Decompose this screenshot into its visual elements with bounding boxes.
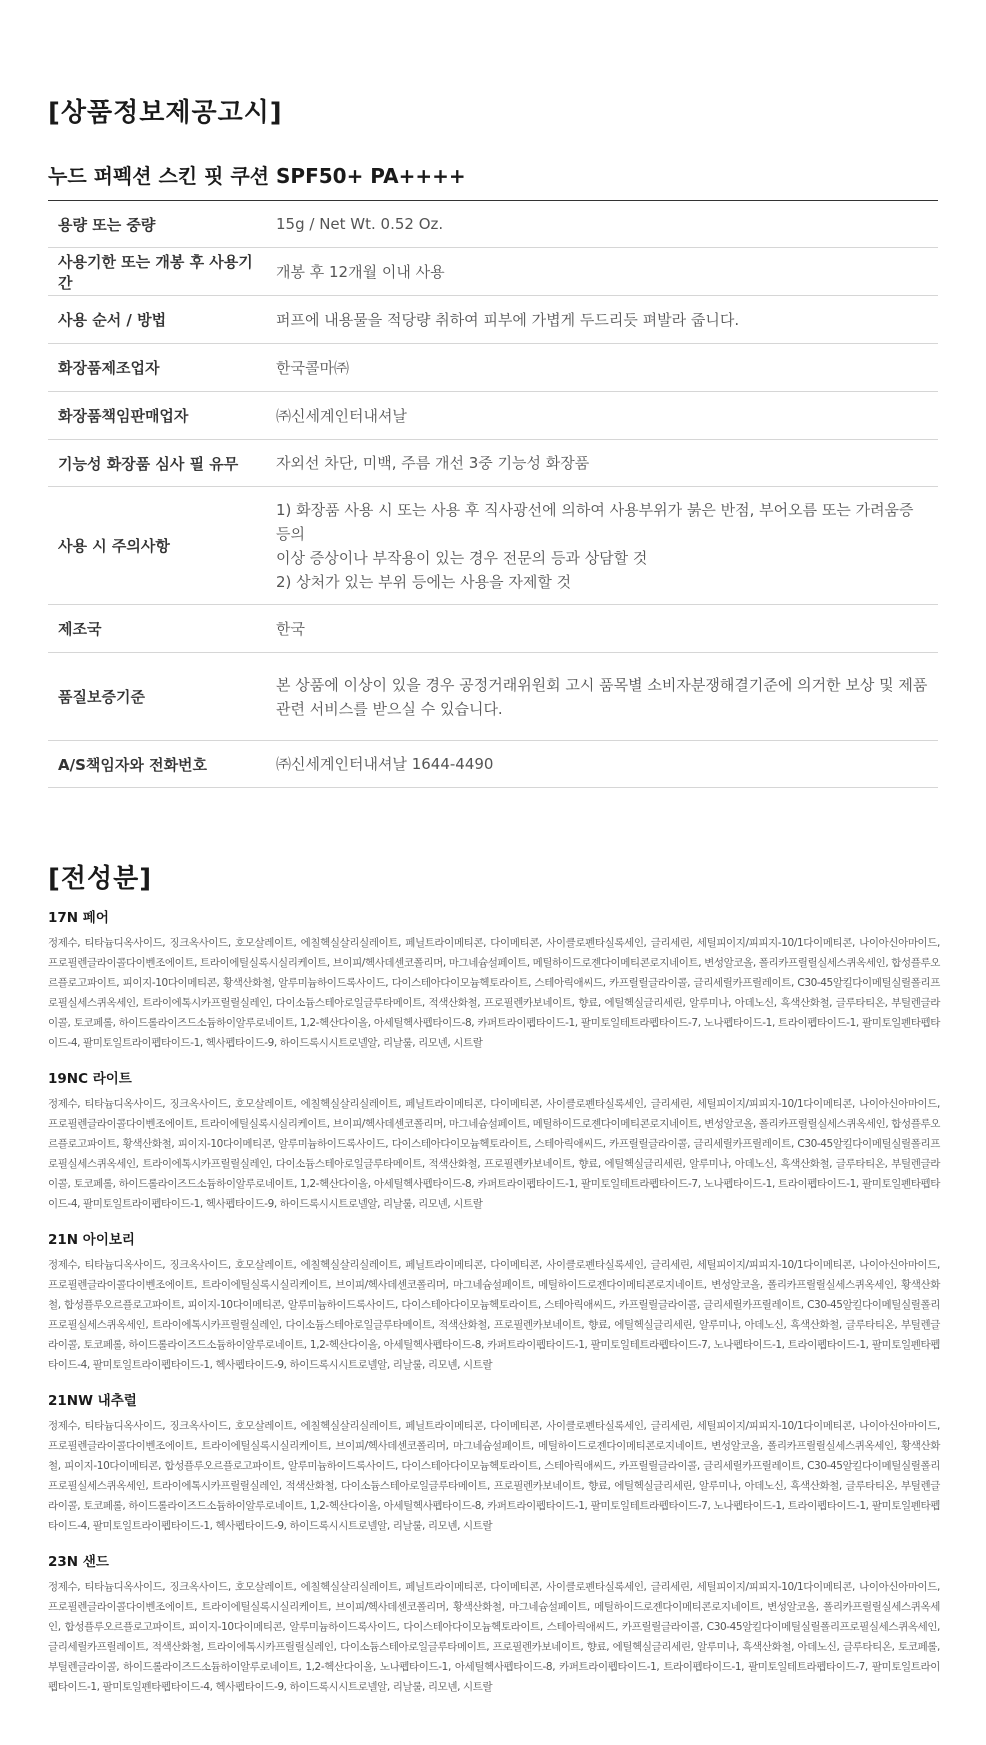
table-row — [48, 296, 938, 344]
table-row — [48, 487, 938, 605]
row-label: 사용기한 또는 개봉 후 사용기간 — [48, 248, 268, 296]
ingredients-list — [48, 908, 940, 1713]
row-value: 한국콜마㈜ — [268, 344, 938, 392]
shade-block — [48, 1230, 940, 1375]
table-row — [48, 440, 938, 487]
table-row — [48, 248, 938, 296]
row-value: 1) 화장품 사용 시 또는 사용 후 직사광선에 의하여 사용부위가 붉은 반점, 부어오름 또는 가려움증 등의 이상 증상이나 부작용이 있는 경우 전문의 등과 상담할 것 2) 상처가 있는 부위 등에는 사용을 자제할 것 — [268, 487, 938, 605]
row-label: A/S책임자와 전화번호 — [48, 741, 268, 788]
row-value: 개봉 후 12개월 이내 사용 — [268, 248, 938, 296]
shade-block — [48, 1069, 940, 1214]
product-name: 누드 퍼펙션 스킨 핏 쿠션 SPF50+ PA++++ — [48, 164, 466, 188]
product-info-table — [48, 200, 938, 788]
row-label: 제조국 — [48, 605, 268, 653]
row-label: 품질보증기준 — [48, 653, 268, 741]
shade-block — [48, 1391, 940, 1536]
shade-name: 19NC 라이트 — [48, 1071, 132, 1087]
table-row — [48, 344, 938, 392]
row-value: ㈜신세계인터내셔날 — [268, 392, 938, 440]
table-row — [48, 653, 938, 741]
ingredients-title: [전성분] — [48, 864, 153, 894]
row-label: 용량 또는 중량 — [48, 201, 268, 248]
table-row — [48, 392, 938, 440]
row-label: 화장품책임판매업자 — [48, 392, 268, 440]
table-row — [48, 741, 938, 788]
row-label: 기능성 화장품 심사 필 유무 — [48, 440, 268, 487]
row-label: 사용 시 주의사항 — [48, 487, 268, 605]
shade-ingredients: 정제수, 티타늄디옥사이드, 징크옥사이드, 호모살레이트, 에칠헥실살리실레이트, 페닐트라이메티콘, 다이메티콘, 사이클로펜타실록세인, 글리세린, 세틸피이지/피피지-10/1다이메티콘, 나이아신아마이드, 프로필렌글라이콜다이벤조에이트, 트라이에틸실록시실리케이트, 브이피/헥사데센코폴리머, 마그네슘설페이트, 메틸하이드로젠다이메티콘로지네이트, 변성알코올, 폴리카프릴릴실세스퀴옥세인, 황색산화철, 합성플루오르플로고파이트, 피이지-10다이메티콘, 알루미늄하이드록사이드, 다이스테아다이모늄헥토라이트, 스테아릭애씨드, 카프릴릴글라이콜, 글리세릴카프릴레이트, C30-45알킬다이메틸실릴폴리프로필실세스퀴옥세인, 트라이에톡시카프릴릴실레인, 다이소듐스테아로일글루타메이트, 적색산화철, 프로필렌카보네이트, 향료, 에틸헥실글리세린, 알루미나, 아데노신, 흑색산화철, 글루타티온, 부틸렌글라이콜, 토코페롤, 하이드롤라이즈드소듐하이알루로네이트, 1,2-헥산다이올, 아세틸헥사펩타이드-8, 카퍼트라이펩타이드-1, 팔미토일테트라펩타이드-7, 노나펩타이드-1, 트라이펩타이드-1, 팔미토일펜타펩타이드-4, 팔미토일트라이펩타이드-1, 헥사펩타이드-9, 하이드록시시트로넬알, 리날룰, 리모넨, 시트랄 — [48, 1259, 940, 1371]
row-label: 사용 순서 / 방법 — [48, 296, 268, 344]
shade-name: 23N 샌드 — [48, 1554, 109, 1570]
row-value: 자외선 차단, 미백, 주름 개선 3중 기능성 화장품 — [268, 440, 938, 487]
table-row — [48, 201, 938, 248]
shade-name: 17N 페어 — [48, 910, 109, 926]
shade-block — [48, 1552, 940, 1697]
row-value: 퍼프에 내용물을 적당량 취하여 피부에 가볍게 두드리듯 펴발라 줍니다. — [268, 296, 938, 344]
shade-name: 21NW 내추럴 — [48, 1393, 137, 1409]
shade-block — [48, 908, 940, 1053]
shade-ingredients: 정제수, 티타늄디옥사이드, 징크옥사이드, 호모살레이트, 에칠헥실살리실레이트, 페닐트라이메티콘, 다이메티콘, 사이클로펜타실록세인, 글리세린, 세틸피이지/피피지-10/1다이메티콘, 나이아신아마이드, 프로필렌글라이콜다이벤조에이트, 트라이에틸실록시실리케이트, 브이피/헥사데센코폴리머, 마그네슘설페이트, 메틸하이드로젠다이메티콘로지네이트, 변성알코올, 폴리카프릴릴실세스퀴옥세인, 황색산화철, 피이지-10다이메티콘, 합성플루오르플로고파이트, 알루미늄하이드록사이드, 다이스테아다이모늄헥토라이트, 스테아릭애씨드, 카프릴릴글라이콜, 글리세릴카프릴레이트, C30-45알킬다이메틸실릴폴리프로필실세스퀴옥세인, 트라이에톡시카프릴릴실레인, 적색산화철, 다이소듐스테아로일글루타메이트, 프로필렌카보네이트, 향료, 에틸헥실글리세린, 알루미나, 아데노신, 흑색산화철, 글루타티온, 부틸렌글라이콜, 토코페롤, 하이드롤라이즈드소듐하이알루로네이트, 1,2-헥산다이올, 아세틸헥사펩타이드-8, 카퍼트라이펩타이드-1, 팔미토일테트라펩타이드-7, 노나펩타이드-1, 트라이펩타이드-1, 팔미토일펜타펩타이드-4, 팔미토일트라이펩타이드-1, 헥사펩타이드-9, 하이드록시시트로넬알, 리날룰, 리모넨, 시트랄 — [48, 1420, 940, 1532]
notice-title: [상품정보제공고시] — [48, 98, 283, 128]
row-value: ㈜신세계인터내셔날 1644-4490 — [268, 741, 938, 788]
row-value: 한국 — [268, 605, 938, 653]
row-value: 15g / Net Wt. 0.52 Oz. — [268, 201, 938, 248]
shade-ingredients: 정제수, 티타늄디옥사이드, 징크옥사이드, 호모살레이트, 에칠헥실살리실레이트, 페닐트라이메티콘, 다이메티콘, 사이클로펜타실록세인, 글리세린, 세틸피이지/피피지-10/1다이메티콘, 나이아신아마이드, 프로필렌글라이콜다이벤조에이트, 트라이에틸실록시실리케이트, 브이피/헥사데센코폴리머, 황색산화철, 마그네슘설페이트, 메틸하이드로젠다이메티콘로지네이트, 변성알코올, 폴리카프릴릴실세스퀴옥세인, 합성플루오르플로고파이트, 피이지-10다이메티콘, 알루미늄하이드록사이드, 다이스테아다이모늄헥토라이트, 스테아릭애씨드, 카프릴릴글라이콜, C30-45알킬다이메틸실릴폴리프로필실세스퀴옥세인, 글리세릴카프릴레이트, 적색산화철, 트라이에톡시카프릴릴실레인, 다이소듐스테아로일글루타메이트, 프로필렌카보네이트, 향료, 에틸헥실글리세린, 알루미나, 흑색산화철, 아데노신, 글루타티온, 토코페롤, 부틸렌글라이콜, 하이드롤라이즈드소듐하이알루로네이트, 1,2-헥산다이올, 노나펩타이드-1, 아세틸헥사펩타이드-8, 카퍼트라이펩타이드-1, 트라이펩타이드-1, 팔미토일테트라펩타이드-7, 팔미토일트라이펩타이드-1, 팔미토일펜타펩타이드-4, 헥사펩타이드-9, 하이드록시시트로넬알, 리날룰, 리모넨, 시트랄 — [48, 1581, 940, 1693]
shade-ingredients: 정제수, 티타늄디옥사이드, 징크옥사이드, 호모살레이트, 에칠헥실살리실레이트, 페닐트라이메티콘, 다이메티콘, 사이클로펜타실록세인, 글리세린, 세틸피이지/피피지-10/1다이메티콘, 나이아신아마이드, 프로필렌글라이콜다이벤조에이트, 트라이에틸실록시실리케이트, 브이피/헥사데센코폴리머, 마그네슘설페이트, 메틸하이드로젠다이메티콘로지네이트, 변성알코올, 폴리카프릴릴실세스퀴옥세인, 합성플루오르플로고파이트, 황색산화철, 피이지-10다이메티콘, 알루미늄하이드록사이드, 다이스테아다이모늄헥토라이트, 스테아릭애씨드, 카프릴릴글라이콜, 글리세릴카프릴레이트, C30-45알킬다이메틸실릴폴리프로필실세스퀴옥세인, 트라이에톡시카프릴릴실레인, 다이소듐스테아로일글루타메이트, 적색산화철, 프로필렌카보네이트, 향료, 에틸헥실글리세린, 알루미나, 아데노신, 흑색산화철, 글루타티온, 부틸렌글라이콜, 토코페롤, 하이드롤라이즈드소듐하이알루로네이트, 1,2-헥산다이올, 아세틸헥사펩타이드-8, 카퍼트라이펩타이드-1, 팔미토일테트라펩타이드-7, 노나펩타이드-1, 트라이펩타이드-1, 팔미토일펜타펩타이드-4, 팔미토일트라이펩타이드-1, 헥사펩타이드-9, 하이드록시시트로넬알, 리날룰, 리모넨, 시트랄 — [48, 1098, 940, 1210]
table-row — [48, 605, 938, 653]
shade-ingredients: 정제수, 티타늄디옥사이드, 징크옥사이드, 호모살레이트, 에칠헥실살리실레이트, 페닐트라이메티콘, 다이메티콘, 사이클로펜타실록세인, 글리세린, 세틸피이지/피피지-10/1다이메티콘, 나이아신아마이드, 프로필렌글라이콜다이벤조에이트, 트라이에틸실록시실리케이트, 브이피/헥사데센코폴리머, 마그네슘설페이트, 메틸하이드로젠다이메티콘로지네이트, 변성알코올, 폴리카프릴릴실세스퀴옥세인, 합성플루오르플로고파이트, 피이지-10다이메티콘, 황색산화철, 알루미늄하이드록사이드, 다이스테아다이모늄헥토라이트, 스테아릭애씨드, 카프릴릴글라이콜, 글리세릴카프릴레이트, C30-45알킬다이메틸실릴폴리프로필실세스퀴옥세인, 트라이에톡시카프릴릴실레인, 다이소듐스테아로일글루타메이트, 적색산화철, 프로필렌카보네이트, 향료, 에틸헥실글리세린, 알루미나, 아데노신, 흑색산화철, 글루타티온, 부틸렌글라이콜, 토코페롤, 하이드롤라이즈드소듐하이알루로네이트, 1,2-헥산다이올, 아세틸헥사펩타이드-8, 카퍼트라이펩타이드-1, 팔미토일테트라펩타이드-7, 노나펩타이드-1, 트라이펩타이드-1, 팔미토일펜타펩타이드-4, 팔미토일트라이펩타이드-1, 헥사펩타이드-9, 하이드록시시트로넬알, 리날룰, 리모넨, 시트랄 — [48, 937, 940, 1049]
row-value: 본 상품에 이상이 있을 경우 공정거래위원회 고시 품목별 소비자분쟁해결기준에 의거한 보상 및 제품 관련 서비스를 받으실 수 있습니다. — [268, 653, 938, 741]
row-label: 화장품제조업자 — [48, 344, 268, 392]
shade-name: 21N 아이보리 — [48, 1232, 135, 1248]
